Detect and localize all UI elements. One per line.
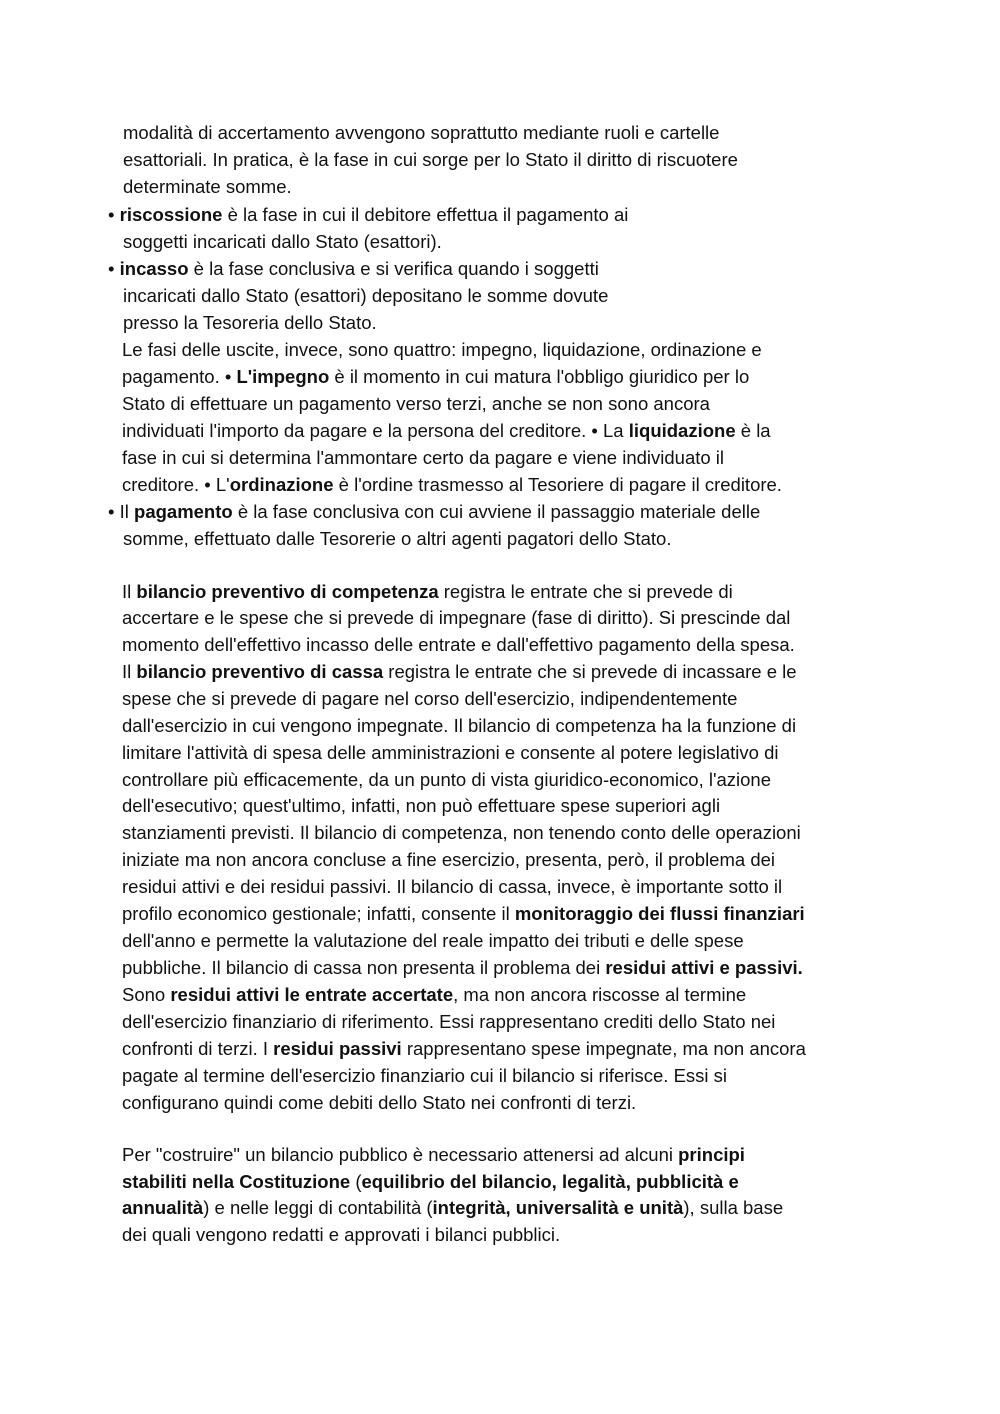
paragraph-line bbox=[122, 715, 796, 737]
text-run: • Il bbox=[108, 501, 135, 522]
text-run: individuati l'importo da pagare e la persona del creditore. • La bbox=[122, 420, 629, 441]
text-run: configurano quindi come debiti dello Stato nei confronti di terzi. bbox=[122, 1092, 637, 1113]
paragraph-line bbox=[122, 957, 803, 979]
paragraph-line bbox=[122, 1224, 560, 1246]
text-run: momento dell'effettivo incasso delle entrate e dall'effettivo pagamento della spesa. bbox=[122, 634, 795, 655]
text-run: residui attivi e dei residui passivi. Il bilancio di cassa, invece, è importante sotto il bbox=[122, 876, 783, 897]
text-line bbox=[122, 366, 749, 388]
text-line bbox=[122, 447, 724, 469]
bold-term: equilibrio del bilancio, legalità, pubblicità e bbox=[361, 1171, 739, 1192]
paragraph-line bbox=[122, 984, 746, 1006]
paragraph-line bbox=[122, 634, 795, 656]
paragraph-line bbox=[122, 822, 801, 844]
text-run: ( bbox=[350, 1171, 362, 1192]
bold-term: monitoraggio dei flussi finanziari bbox=[514, 903, 805, 924]
text-run: • bbox=[108, 204, 120, 225]
paragraph-line bbox=[122, 581, 733, 603]
paragraph-line bbox=[122, 795, 720, 817]
text-line bbox=[123, 285, 608, 307]
text-line bbox=[123, 149, 738, 171]
bold-term: incasso bbox=[119, 258, 189, 279]
paragraph-line bbox=[122, 1197, 783, 1219]
paragraph-line bbox=[122, 876, 782, 898]
paragraph-line bbox=[122, 607, 790, 629]
bold-term: pagamento bbox=[134, 501, 233, 522]
text-run: registra le entrate che si prevede di incassare e le bbox=[383, 661, 797, 682]
text-run: soggetti incaricati dallo Stato (esattori). bbox=[123, 231, 442, 252]
text-run: incaricati dallo Stato (esattori) depositano le somme dovute bbox=[123, 285, 609, 306]
text-run: ), sulla base bbox=[683, 1197, 784, 1218]
text-run: fase in cui si determina l'ammontare certo da pagare e viene individuato il bbox=[122, 447, 725, 468]
text-run: accertare e le spese che si prevede di impegnare (fase di diritto). Si prescinde dal bbox=[122, 607, 791, 628]
bullet-item bbox=[108, 258, 599, 280]
text-run: Per "costruire" un bilancio pubblico è necessario attenersi ad alcuni bbox=[122, 1144, 679, 1165]
paragraph-line bbox=[122, 688, 737, 710]
bold-term: stabiliti nella Costituzione bbox=[122, 1171, 351, 1192]
text-run: stanziamenti previsti. Il bilancio di competenza, non tenendo conto delle operazioni bbox=[122, 822, 801, 843]
bold-term: annualità bbox=[122, 1197, 204, 1218]
text-run: dell'esercizio finanziario di riferimento. Essi rappresentano crediti dello Stato nei bbox=[122, 1011, 776, 1032]
bold-term: bilancio preventivo di competenza bbox=[136, 581, 439, 602]
text-line bbox=[122, 474, 782, 496]
text-run: somme, effettuato dalle Tesorerie o altri agenti pagatori dello Stato. bbox=[123, 528, 672, 549]
paragraph-line bbox=[122, 930, 744, 952]
text-run: profilo economico gestionale; infatti, consente il bbox=[122, 903, 515, 924]
text-line bbox=[123, 122, 719, 144]
paragraph-line bbox=[122, 1144, 745, 1166]
text-run: dell'anno e permette la valutazione del reale impatto dei tributi e delle spese bbox=[122, 930, 744, 951]
text-run: Le fasi delle uscite, invece, sono quattro: impegno, liquidazione, ordinazione e bbox=[122, 339, 762, 360]
bold-term: L'impegno bbox=[236, 366, 330, 387]
text-run: dell'esecutivo; quest'ultimo, infatti, non può effettuare spese superiori agli bbox=[122, 795, 721, 816]
paragraph-line bbox=[122, 849, 775, 871]
text-line bbox=[123, 176, 292, 198]
text-run: rappresentano spese impegnate, ma non ancora bbox=[401, 1038, 806, 1059]
bold-term: residui attivi le entrate accertate bbox=[170, 984, 454, 1005]
paragraph-line bbox=[122, 1171, 739, 1193]
text-run: pagate al termine dell'esercizio finanziario cui il bilancio si riferisce. Essi si bbox=[122, 1065, 728, 1086]
text-run: controllare più efficacemente, da un punto di vista giuridico-economico, l'azione bbox=[122, 769, 772, 790]
text-run: è la fase conclusiva e si verifica quando i soggetti bbox=[188, 258, 599, 279]
text-line bbox=[122, 420, 771, 442]
text-run: determinate somme. bbox=[123, 176, 292, 197]
bullet-item bbox=[108, 204, 628, 226]
text-run: dall'esercizio in cui vengono impegnate. Il bilancio di competenza ha la funzione di bbox=[122, 715, 797, 736]
paragraph-line bbox=[122, 661, 797, 683]
paragraph-line bbox=[122, 903, 805, 925]
text-run: Sono bbox=[122, 984, 171, 1005]
text-run: ) e nelle leggi di contabilità ( bbox=[203, 1197, 433, 1218]
paragraph-line bbox=[122, 1038, 806, 1060]
bold-term: residui passivi bbox=[273, 1038, 402, 1059]
paragraph-line bbox=[122, 1011, 775, 1033]
text-line bbox=[122, 339, 762, 361]
text-run: registra le entrate che si prevede di bbox=[438, 581, 733, 602]
bold-term: residui attivi e passivi. bbox=[605, 957, 803, 978]
bold-term: principi bbox=[678, 1144, 745, 1165]
text-run: confronti di terzi. I bbox=[122, 1038, 274, 1059]
text-run: presso la Tesoreria dello Stato. bbox=[123, 312, 377, 333]
bold-term: liquidazione bbox=[628, 420, 736, 441]
paragraph-line bbox=[122, 769, 771, 791]
text-run: Il bbox=[122, 581, 137, 602]
text-run: spese che si prevede di pagare nel corso dell'esercizio, indipendentemente bbox=[122, 688, 738, 709]
text-run: Stato di effettuare un pagamento verso terzi, anche se non sono ancora bbox=[122, 393, 710, 414]
bullet-item bbox=[108, 501, 760, 523]
text-run: modalità di accertamento avvengono soprattutto mediante ruoli e cartelle bbox=[123, 122, 720, 143]
text-run: è la bbox=[735, 420, 771, 441]
paragraph-line bbox=[122, 1065, 727, 1087]
text-line bbox=[122, 393, 710, 415]
text-run: creditore. • L' bbox=[122, 474, 230, 495]
bold-term: bilancio preventivo di cassa bbox=[136, 661, 384, 682]
text-run: Il bbox=[122, 661, 137, 682]
paragraph-line bbox=[122, 742, 779, 764]
text-line bbox=[123, 312, 377, 334]
text-run: , ma non ancora riscosse al termine bbox=[453, 984, 747, 1005]
text-line bbox=[123, 528, 671, 550]
text-run: è la fase conclusiva con cui avviene il passaggio materiale delle bbox=[232, 501, 761, 522]
text-run: dei quali vengono redatti e approvati i bilanci pubblici. bbox=[122, 1224, 561, 1245]
text-run: è la fase in cui il debitore effettua il pagamento ai bbox=[222, 204, 629, 225]
text-run: pagamento. • bbox=[122, 366, 237, 387]
text-run: • bbox=[108, 258, 120, 279]
paragraph-line bbox=[122, 1092, 636, 1114]
text-run: è l'ordine trasmesso al Tesoriere di pagare il creditore. bbox=[333, 474, 782, 495]
text-run: pubbliche. Il bilancio di cassa non presenta il problema dei bbox=[122, 957, 606, 978]
text-run: iniziate ma non ancora concluse a fine esercizio, presenta, però, il problema dei bbox=[122, 849, 776, 870]
text-line bbox=[123, 231, 442, 253]
text-run: limitare l'attività di spesa delle amministrazioni e consente al potere legislativo di bbox=[122, 742, 779, 763]
text-run: è il momento in cui matura l'obbligo giuridico per lo bbox=[329, 366, 750, 387]
bold-term: integrità, universalità e unità bbox=[432, 1197, 684, 1218]
bold-term: riscossione bbox=[119, 204, 223, 225]
text-run: esattoriali. In pratica, è la fase in cui sorge per lo Stato il diritto di riscuotere bbox=[123, 149, 738, 170]
bold-term: ordinazione bbox=[229, 474, 334, 495]
